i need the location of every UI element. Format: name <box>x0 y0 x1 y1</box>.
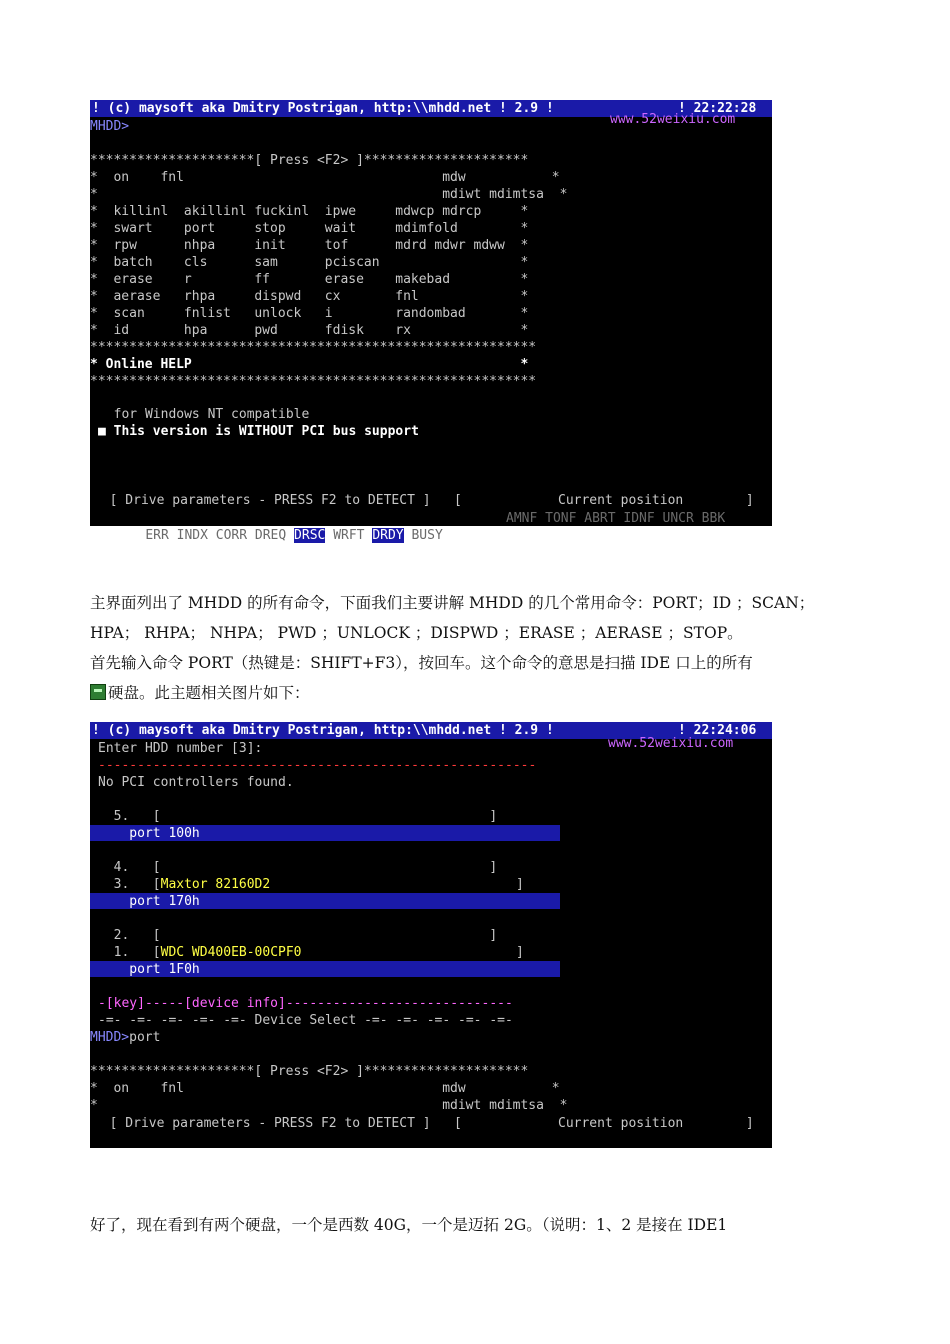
cmd-row: * erase r ff erase makebad * <box>90 272 529 287</box>
drive-params-panel: [ Drive parameters - PRESS F2 to DETECT ] [ <box>94 1116 462 1131</box>
mhdd-main-screenshot <box>90 100 772 543</box>
cmd-row: * batch cls sam pciscan * <box>90 255 529 270</box>
flag-dreq: DREQ <box>254 528 287 543</box>
para-line: 主界面列出了 MHDD 的所有命令，下面我们主要讲解 MHDD 的几个常用命令：PORT；ID ；SCAN； <box>90 594 815 612</box>
device-slot-3[interactable]: 3. [Maxtor 82160D2 <box>98 877 271 892</box>
flag-drsc: DRSC <box>294 528 326 543</box>
cmd-row: * scan fnlist unlock i randombad * <box>90 306 529 321</box>
para-line: 好了，现在看到有两个硬盘，一个是西数 40G，一个是迈拓 2G。（说明：1、2 是接在 IDE1 <box>90 1216 728 1234</box>
no-pci-message: No PCI controllers found. <box>98 775 294 790</box>
bracket-close: ] <box>516 945 524 960</box>
flag-corr: CORR <box>215 528 248 543</box>
stars-row: ********************************************************* <box>90 340 537 355</box>
bracket-close: ] <box>516 877 524 892</box>
device-slot-5[interactable]: 5. [ ] <box>98 809 498 824</box>
cmd-row: * mdiwt mdimtsa * <box>90 1098 568 1113</box>
drive-params-panel: [ Drive parameters - PRESS F2 to DETECT ] [ <box>94 493 462 508</box>
device-slot-1[interactable]: 1. [WDC WD400EB-00CPF0 <box>98 945 302 960</box>
image-attachment-icon <box>90 684 106 700</box>
title-text: ! (c) maysoft aka Dmitry Postrigan, http:\\mhdd.net ! 2.9 ! <box>92 723 554 738</box>
cmd-row: * mdiwt mdimtsa * <box>90 187 568 202</box>
note-compat: for Windows NT compatible <box>98 407 310 422</box>
clock-text: ! 22:24:06 <box>678 723 757 738</box>
clock-text: ! 22:22:28 <box>678 101 757 116</box>
key-device-info-line: -[key]-----[device info]----------------------------- <box>98 996 513 1011</box>
device-slot-4[interactable]: 4. [ ] <box>98 860 498 875</box>
current-position-panel: Current position ] <box>558 1116 754 1131</box>
help-title-row: *********************[ Press <F2> ]********************* <box>90 1064 529 1079</box>
flag-indx: INDX <box>176 528 208 543</box>
port-bar-1f0h <box>90 961 560 977</box>
cmd-row: * swart port stop wait mdimfold * <box>90 221 529 236</box>
port-label: port 100h <box>98 826 200 841</box>
device-select-line: -=- -=- -=- -=- -=- Device Select -=- -=- -=- -=- -=- <box>98 1013 513 1028</box>
flag-wrft: WRFT <box>333 528 365 543</box>
cmd-row: * killinl akillinl fuckinl ipwe mdwcp mdrcp * <box>90 204 529 219</box>
para-line: HPA； RHPA； NHPA； PWD ；UNLOCK ；DISPWD ；ERASE ；AERASE ；STOP。 <box>90 624 743 642</box>
port-bar-170h <box>90 893 560 909</box>
para-line: 首先输入命令 PORT（热键是：SHIFT+F3），按回车。这个命令的意思是扫描 IDE 口上的所有 <box>90 654 753 672</box>
port-label: port 170h <box>98 894 200 909</box>
cmd-row: * rpw nhpa init tof mdrd mdwr mdww * <box>90 238 529 253</box>
mhdd-port-screenshot <box>90 722 772 1148</box>
flag-err: ERR <box>145 528 169 543</box>
watermark: www.52weixiu.com <box>610 112 736 127</box>
port-bar-100h <box>90 825 560 841</box>
title-text: ! (c) maysoft aka Dmitry Postrigan, http:\\mhdd.net ! 2.9 ! <box>92 101 554 116</box>
note-pci: ■ This version is WITHOUT PCI bus support <box>98 424 419 439</box>
flag-drdy: DRDY <box>372 528 404 543</box>
flag-busy: BUSY <box>411 528 443 543</box>
cmd-row: * on fnl mdw * <box>90 1081 560 1096</box>
dash-divider: -------------------------------------------------------- <box>98 758 537 773</box>
paragraph-intro <box>90 588 860 708</box>
help-title-row: *********************[ Press <F2> ]********************* <box>90 153 529 168</box>
port-label: port 1F0h <box>98 962 200 977</box>
device-slot-2[interactable]: 2. [ ] <box>98 928 498 943</box>
error-flags: AMNF TONF ABRT IDNF UNCR BBK <box>506 511 726 526</box>
para-line: 硬盘。此主题相关图片如下： <box>90 678 860 708</box>
online-help-row: * Online HELP * <box>90 357 529 372</box>
prompt-command: port <box>129 1030 161 1045</box>
cmd-row: * aerase rhpa dispwd cx fnl * <box>90 289 529 304</box>
device-name-wdc: WDC WD400EB-00CPF0 <box>160 945 302 960</box>
cmd-row: * on fnl mdw * <box>90 170 560 185</box>
status-flags <box>114 510 443 561</box>
cmd-row: * id hpa pwd fdisk rx * <box>90 323 529 338</box>
paragraph-result <box>90 1210 860 1240</box>
stars-row: ********************************************************* <box>90 374 537 389</box>
current-position-panel: Current position ] <box>558 493 754 508</box>
mhdd-prompt[interactable]: MHDD> <box>90 119 130 134</box>
device-name-maxtor: Maxtor 82160D2 <box>160 877 271 892</box>
watermark: www.52weixiu.com <box>608 736 734 751</box>
enter-hdd-prompt[interactable]: Enter HDD number [3]: <box>98 741 263 756</box>
mhdd-prompt-line[interactable]: MHDD>port <box>90 1030 161 1045</box>
